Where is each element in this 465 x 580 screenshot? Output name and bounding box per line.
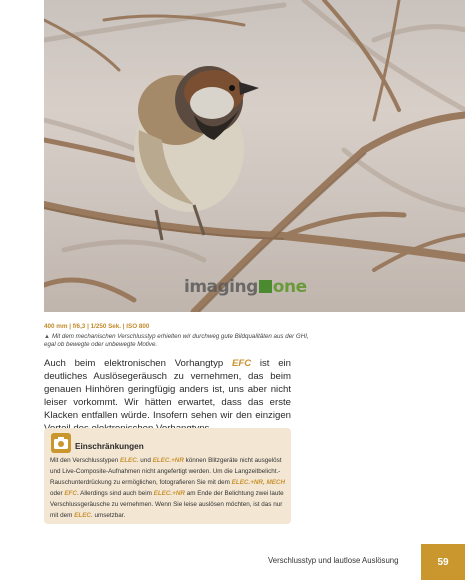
chapter-title: Verschlusstyp und lautlose Auslösung <box>268 556 399 565</box>
triangle-up-icon: ▲ <box>44 334 50 340</box>
sparrow-illustration <box>44 0 465 312</box>
watermark-logo: imaging one <box>184 277 307 297</box>
exif-line: 400 mm | f/6,3 | 1/250 Sek. | ISO 800 <box>44 323 150 330</box>
box-text: Mit den Verschlusstypen ELEC. und ELEC.+NR können Blitzgeräte nicht ausgelöst und Live-Composite-Aufnahmen nicht angefertigt werden. Um die Langzeitbelicht.-Rauschunterdrückung zu ermöglichen, fotografieren Sie mit dem ELEC.+NR, MECH oder EFC. Allerdings sind auch beim ELEC.+NR am Ende der Belichtung zwei laute Verschlussgeräusche zu vernehmen. Wenn Sie leise auslösen möchten, ist das nur mit dem ELEC. umsetzbar. <box>50 457 286 519</box>
bird-photo <box>44 0 465 312</box>
page-number: 59 <box>421 544 465 580</box>
box-title: Einschränkungen <box>75 442 144 451</box>
restrictions-box <box>44 428 291 524</box>
body-paragraph: Auch beim elektronischen Vorhangtyp EFC ist ein deutliches Auslösegeräusch zu vernehmen, das beim genauen Hinhören geringfügig anders ist, uns aber nicht leiser vorkommt. Wir hätten erwartet, dass das erste Klacken entfallen würde. Insofern sehen wir den einzigen <box>44 358 291 422</box>
camera-icon <box>51 433 71 453</box>
photo-caption: ▲ Mit dem mechanischen Verschlusstyp erhielten wir durchweg gute Bildqualitäten aus der GHI, egal ob bewegte oder unbewegte Motive. <box>44 333 309 349</box>
